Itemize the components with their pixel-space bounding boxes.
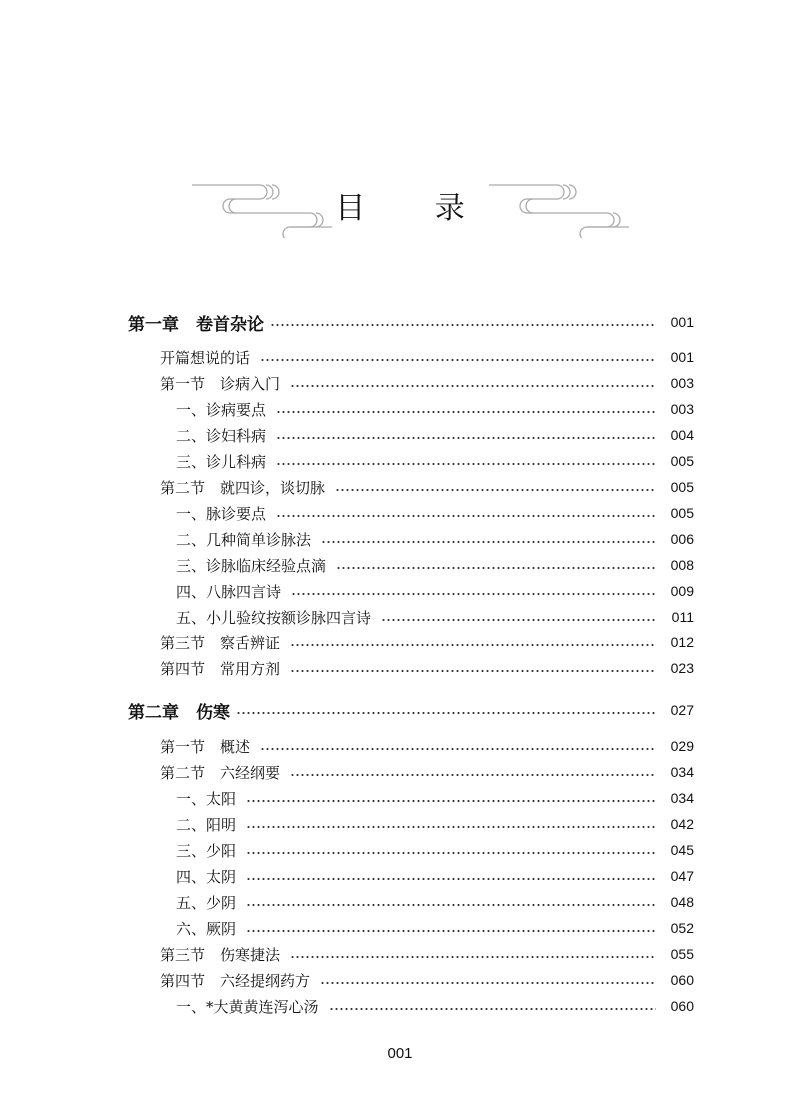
toc-entry-label: 开篇想说的话 (160, 348, 251, 367)
dot-leader (291, 579, 656, 603)
page-number: 001 (387, 1045, 413, 1062)
toc-subsection[interactable] (0, 994, 800, 1018)
toc-entry-label: 第三节 察舌辨证 (160, 633, 281, 652)
toc-entry-label: 一、太阳 (176, 789, 237, 808)
toc-entry-page: 005 (670, 505, 694, 521)
toc-subsection[interactable] (0, 579, 800, 603)
toc-entry-page: 006 (670, 531, 694, 547)
toc-entry-label: 一、*大黄黄连泻心汤 (176, 997, 319, 1016)
toc-section[interactable] (0, 371, 800, 395)
dot-leader (236, 698, 656, 722)
toc-entry-page: 011 (671, 609, 694, 625)
dot-leader (290, 760, 656, 784)
dot-leader (270, 310, 656, 334)
toc-chapter[interactable] (0, 310, 800, 334)
toc-subsection[interactable] (0, 553, 800, 577)
toc-subsection[interactable] (0, 423, 800, 447)
toc-subsection[interactable] (0, 449, 800, 473)
dot-leader (381, 605, 656, 629)
cloud-ornament-right (487, 178, 637, 238)
toc-entry-page: 042 (670, 816, 694, 832)
toc-entry-page: 003 (670, 401, 694, 417)
toc-entry-label: 五、小儿验纹按额诊脉四言诗 (176, 608, 372, 627)
toc-section[interactable] (0, 630, 800, 654)
toc-entry-page: 009 (670, 583, 694, 599)
dot-leader (290, 656, 656, 680)
dot-leader (246, 864, 656, 888)
dot-leader (246, 890, 656, 914)
toc-subsection[interactable] (0, 838, 800, 862)
toc-entry-page: 005 (670, 479, 694, 495)
dot-leader (246, 838, 656, 862)
toc-entry-page: 005 (670, 453, 694, 469)
toc-entry-label: 三、诊脉临床经验点滴 (176, 556, 327, 575)
toc-entry-label: 第二节 六经纲要 (160, 763, 281, 782)
dot-leader (329, 994, 656, 1018)
toc-entry-label: 一、诊病要点 (176, 400, 267, 419)
toc-entry-label: 三、少阳 (176, 841, 237, 860)
toc-entry-label: 四、八脉四言诗 (176, 582, 282, 601)
toc-entry-label: 第二章 伤寒 (128, 702, 230, 723)
dot-leader (290, 630, 656, 654)
toc-entry-page: 008 (670, 557, 694, 573)
toc-section[interactable] (0, 656, 800, 680)
toc-section[interactable] (0, 475, 800, 499)
dot-leader (290, 371, 656, 395)
toc-entry-page: 048 (670, 894, 694, 910)
toc-entry-label: 第二节 就四诊，谈切脉 (160, 478, 326, 497)
dot-leader (276, 501, 656, 525)
toc-entry-page: 003 (670, 375, 694, 391)
toc-entry-page: 052 (670, 920, 694, 936)
toc-entry-page: 060 (670, 972, 694, 988)
toc-section[interactable] (0, 345, 800, 369)
toc-entry-page: 023 (670, 660, 694, 676)
dot-leader (290, 942, 656, 966)
dot-leader (246, 916, 656, 940)
toc-subsection[interactable] (0, 397, 800, 421)
toc-section[interactable] (0, 760, 800, 784)
toc-entry-page: 004 (670, 427, 694, 443)
toc-subsection[interactable] (0, 864, 800, 888)
toc-entry-label: 三、诊儿科病 (176, 452, 267, 471)
dot-leader (321, 527, 656, 551)
toc-subsection[interactable] (0, 527, 800, 551)
toc-entry-label: 第四节 六经提纲药方 (160, 971, 311, 990)
toc-entry-label: 一、脉诊要点 (176, 504, 267, 523)
toc-entry-label: 四、太阴 (176, 867, 237, 886)
toc-entry-page: 055 (670, 946, 694, 962)
toc-entry-label: 六、厥阴 (176, 919, 237, 938)
toc-entry-page: 001 (670, 314, 694, 330)
toc-entry-page: 034 (670, 764, 694, 780)
toc-entry-label: 二、几种简单诊脉法 (176, 530, 312, 549)
toc-entry-label: 五、少阴 (176, 893, 237, 912)
toc-chapter[interactable] (0, 698, 800, 722)
page-title: 目 录 (335, 191, 495, 226)
dot-leader (276, 397, 656, 421)
dot-leader (276, 423, 656, 447)
toc-subsection[interactable] (0, 812, 800, 836)
toc-section[interactable] (0, 942, 800, 966)
toc-entry-label: 二、诊妇科病 (176, 426, 267, 445)
dot-leader (335, 475, 656, 499)
dot-leader (336, 553, 656, 577)
toc-entry-page: 027 (670, 702, 694, 718)
toc-entry-label: 第一节 诊病入门 (160, 374, 281, 393)
toc-subsection[interactable] (0, 605, 800, 629)
toc-entry-label: 第四节 常用方剂 (160, 659, 281, 678)
toc-subsection[interactable] (0, 890, 800, 914)
dot-leader (246, 812, 656, 836)
dot-leader (260, 345, 656, 369)
toc-entry-page: 045 (670, 842, 694, 858)
toc-entry-label: 第一章 卷首杂论 (128, 314, 264, 335)
toc-entry-page: 047 (670, 868, 694, 884)
dot-leader (260, 734, 656, 758)
toc-entry-label: 第一节 概述 (160, 737, 251, 756)
toc-entry-page: 029 (670, 738, 694, 754)
toc-entry-page: 012 (670, 634, 694, 650)
toc-subsection[interactable] (0, 786, 800, 810)
toc-subsection[interactable] (0, 501, 800, 525)
dot-leader (276, 449, 656, 473)
toc-entry-page: 060 (670, 998, 694, 1014)
toc-entry-page: 001 (670, 349, 694, 365)
toc-entry-page: 034 (670, 790, 694, 806)
toc-section[interactable] (0, 968, 800, 992)
toc-subsection[interactable] (0, 916, 800, 940)
toc-entry-label: 二、阳明 (176, 815, 237, 834)
toc-entry-label: 第三节 伤寒捷法 (160, 945, 281, 964)
dot-leader (246, 786, 656, 810)
dot-leader (320, 968, 656, 992)
toc-section[interactable] (0, 734, 800, 758)
